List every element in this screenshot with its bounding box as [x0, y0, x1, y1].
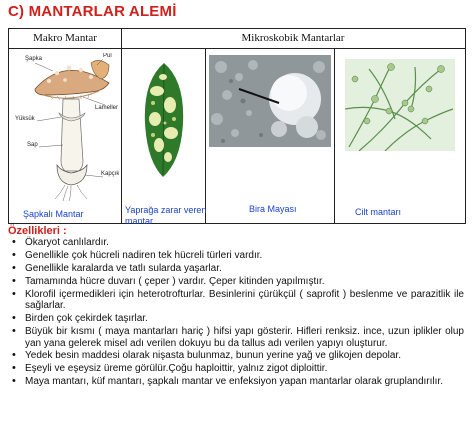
label-cap: Şapka — [25, 56, 43, 62]
list-item: • Ökaryot canlılardır. — [12, 237, 464, 249]
fungi-table — [8, 28, 466, 224]
header-micro-fungi: Mikroskobik Mantarlar — [241, 32, 345, 44]
list-item: • Birden çok çekirdek taşırlar. — [12, 313, 464, 325]
header-macro-fungi: Makro Mantar — [9, 29, 122, 48]
column-divider — [121, 48, 122, 223]
page-title: C) MANTARLAR ALEMİ — [8, 3, 177, 20]
label-volva: Kapçık — [101, 171, 119, 177]
list-item: • Genellikle karalarda ve tatlı sularda yaşarlar. — [12, 263, 464, 275]
infected-leaf-image — [141, 61, 187, 179]
column-divider — [334, 48, 335, 223]
list-item: • Yedek besin maddesi olarak nişasta bulunmaz, bunun yerine yağ ve glikojen depolar. — [12, 350, 464, 362]
column-divider — [205, 48, 206, 223]
caption-capped-mushroom: Şapkalı Mantar — [23, 209, 84, 219]
features-list — [12, 237, 464, 388]
list-item: • Eşeyli ve eşeysiz üreme görülür.Çoğu haploittir, yalnız zigot diploittir. — [12, 363, 464, 375]
caption-leaf-fungus: Yaprağa zarar veren mantar — [125, 205, 207, 226]
list-item: • Genellikle çok hücreli nadiren tek hücreli türleri vardır. — [12, 250, 464, 262]
list-item: • Tamamında hücre duvarı ( çeper ) vardır. Çeper kitinden yapılmıştır. — [12, 276, 464, 288]
label-ring: Yüksük — [15, 116, 35, 122]
mushroom-diagram — [13, 53, 119, 203]
label-gills: Lameller — [95, 105, 119, 111]
table-header-row — [9, 29, 465, 49]
list-item: • Klorofil içermedikleri için heterotrofturlar. Besinlerini çürükçül ( saprofit ) beslenme ve parazitlik ile sağlarlar. — [12, 289, 464, 312]
caption-brewer-yeast: Bira Mayası — [249, 204, 297, 214]
caption-skin-fungus: Cilt mantarı — [355, 207, 402, 217]
list-item: • Büyük bir kısmı ( maya mantarları hariç ) hifsi yapı gösterir. Hifleri renksiz. ince, uzun iplikler olup yan yana gelerek misel adı verilen dokuyu bu da tallus adı verilen yapıyı oluşturur. — [12, 326, 464, 349]
label-scale: Pul — [103, 53, 112, 59]
skin-fungus-micrograph — [345, 59, 455, 151]
features-title: Özellikleri : — [8, 225, 67, 237]
yeast-micrograph — [209, 55, 331, 147]
list-item: • Maya mantarı, küf mantarı, şapkalı mantar ve enfeksiyon yapan mantarlar olarak gruplandırılır. — [12, 376, 464, 388]
label-stalk: Sap — [27, 142, 38, 148]
